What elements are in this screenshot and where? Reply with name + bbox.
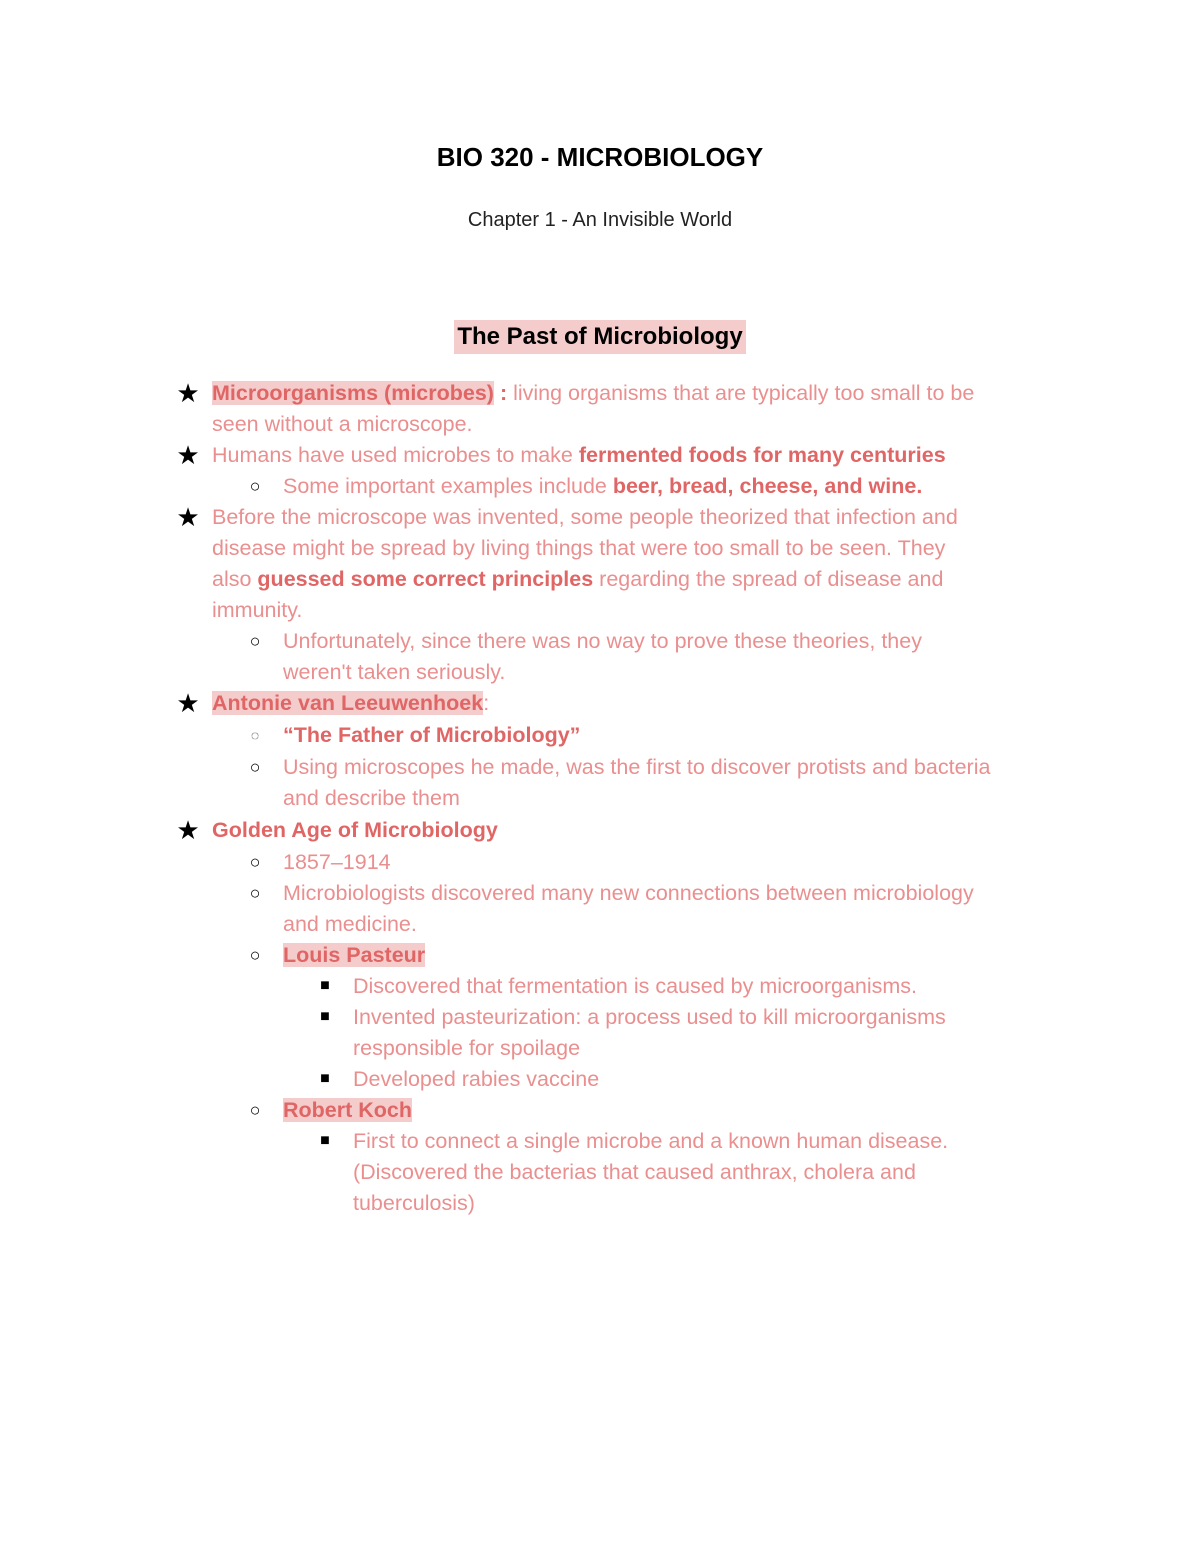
list-item-line: Before the microscope was invented, some people theorized that infection and (212, 505, 958, 529)
list-subsubitem-line: Discovered that fermentation is caused by microorganisms. (353, 974, 918, 998)
list-subitem-line: weren't taken seriously. (283, 660, 506, 684)
item-text: Humans have used microbes to make (212, 443, 579, 467)
list-subitem-line: Microbiologists discovered many new connections between microbiology (283, 881, 974, 905)
star-bullet-icon: ★ (176, 440, 200, 470)
list-subitem-line (283, 1096, 412, 1124)
circle-bullet-icon: ○ (249, 631, 261, 651)
document-subtitle: Chapter 1 - An Invisible World (467, 209, 733, 231)
document-title: BIO 320 - MICROBIOLOGY (436, 142, 764, 172)
list-item-line (212, 379, 974, 407)
definition-text: living organisms that are typically too small to be (513, 381, 975, 405)
star-bullet-icon: ★ (176, 378, 200, 408)
circle-bullet-icon: ○ (249, 852, 261, 872)
list-subitem-line: 1857–1914 (283, 850, 391, 874)
term-colon: : (483, 691, 490, 715)
star-bullet-icon: ★ (176, 688, 200, 718)
list-subitem-line (283, 941, 425, 969)
term-microorganisms: Microorganisms (microbes) (212, 381, 494, 405)
subitem-bold: beer, bread, cheese, and wine. (612, 474, 923, 498)
star-bullet-icon: ★ (176, 502, 200, 532)
list-item-line: disease might be spread by living things that were too small to be seen. They (212, 536, 946, 560)
item-bold: guessed some correct principles (257, 567, 594, 591)
circle-bullet-icon: ○ (249, 476, 261, 496)
list-item-line (212, 565, 943, 593)
square-bullet-icon: ■ (320, 1008, 330, 1025)
list-subitem-line: and describe them (283, 786, 460, 810)
list-item-line: immunity. (212, 598, 303, 622)
term-pasteur: Louis Pasteur (283, 943, 426, 967)
circle-bullet-icon: ○ (249, 757, 261, 777)
term-separator: : (493, 381, 514, 405)
square-bullet-icon: ■ (320, 1070, 330, 1087)
list-subsubitem-line: First to connect a single microbe and a known human disease. (353, 1129, 949, 1153)
circle-bullet-icon: ○ (249, 945, 261, 965)
section-heading-wrap (0, 320, 1200, 354)
item-text: also (212, 567, 258, 591)
list-subsubitem-line: (Discovered the bacterias that caused anthrax, cholera and (353, 1160, 916, 1184)
circle-bullet-icon: ○ (249, 883, 261, 903)
item-text: regarding the spread of disease and (593, 567, 944, 591)
list-item-line: seen without a microscope. (212, 412, 473, 436)
list-subitem-line: “The Father of Microbiology” (283, 723, 581, 747)
list-subitem-line (283, 472, 922, 500)
list-subsubitem-line: Developed rabies vaccine (353, 1067, 600, 1091)
square-bullet-icon: ■ (320, 1132, 330, 1149)
list-subsubitem-line: tuberculosis) (353, 1191, 475, 1215)
dotted-circle-bullet-icon: ◌ (250, 727, 260, 743)
square-bullet-icon: ■ (320, 977, 330, 994)
list-subsubitem-line: responsible for spoilage (353, 1036, 581, 1060)
list-item-line (212, 689, 489, 717)
list-item-line: Golden Age of Microbiology (212, 818, 498, 842)
list-subitem-line: Using microscopes he made, was the first to discover protists and bacteria (283, 755, 991, 779)
term-koch: Robert Koch (283, 1098, 412, 1122)
circle-bullet-icon: ○ (249, 1100, 261, 1120)
list-subitem-line: and medicine. (283, 912, 417, 936)
item-bold: fermented foods for many centuries (578, 443, 946, 467)
list-subsubitem-line: Invented pasteurization: a process used to kill microorganisms (353, 1005, 946, 1029)
section-heading: The Past of Microbiology (454, 320, 745, 354)
list-item-line (212, 441, 946, 469)
star-bullet-icon: ★ (176, 815, 200, 845)
list-subitem-line: Unfortunately, since there was no way to prove these theories, they (283, 629, 922, 653)
term-leeuwenhoek: Antonie van Leeuwenhoek (212, 691, 484, 715)
subitem-text: Some important examples include (283, 474, 613, 498)
